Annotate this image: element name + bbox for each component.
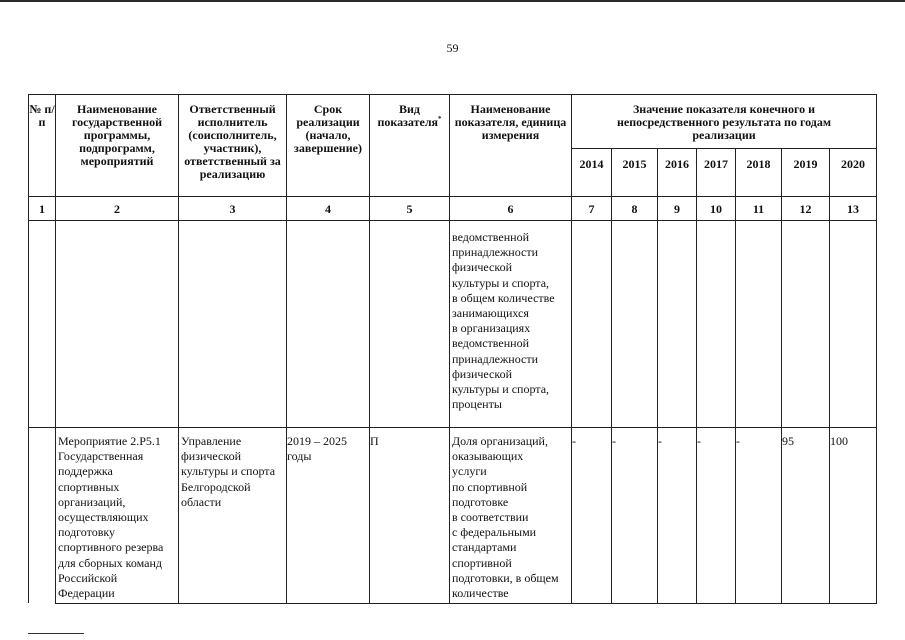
header-program: Наименование государственной программы, подпрограмм, мероприятий: [71, 102, 163, 168]
year-2017: 2017: [704, 157, 728, 171]
col-number: 4: [325, 202, 331, 216]
row2-value-2017: -: [697, 434, 701, 448]
row2-indicator: Доля организаций, оказывающих услуги по спортивной подготовке в соответствии с федеральными стандартами спортивной подготовки, в общем количестве: [452, 434, 559, 601]
col-number: 6: [507, 202, 514, 216]
header-num: № п/п: [29, 102, 55, 129]
header-values: Значение показателя конечного и непосредственного результата по годам реализации: [616, 102, 832, 142]
year-2020: 2020: [841, 157, 865, 171]
row2-value-2015: -: [612, 434, 616, 448]
col-number: 7: [588, 202, 595, 216]
row2-program: Мероприятие 2.Р5.1 Государственная поддержка спортивных организаций, осуществляющих подготовку спортивного резерва для сборных команд Российской Федерации: [58, 434, 164, 601]
header-indicator: Наименование показателя, единица измерения: [454, 102, 567, 142]
col-number: 3: [229, 202, 236, 216]
footnote-mark: *: [438, 115, 442, 123]
col-number: 9: [674, 202, 680, 216]
row2-executor: Управление физической культуры и спорта Белгородской области: [181, 434, 276, 509]
header-period: Срок реализации (начало, завершение): [294, 102, 362, 155]
row2-value-2014: -: [572, 434, 576, 448]
page-number: 59: [446, 41, 459, 55]
row1-indicator: ведомственной принадлежности физической культуры и спорта, в общем количестве занимающихся в организациях ведомственной принадлежности физической культуры и спорта, проценты: [452, 230, 555, 412]
row2-type: П: [370, 434, 379, 448]
col-number: 12: [799, 202, 812, 216]
row2-value-2019: 95: [782, 434, 794, 448]
footnote-separator: [28, 633, 84, 634]
col-number: 8: [631, 202, 638, 216]
row2-value-2016: -: [658, 434, 662, 448]
col-number: 10: [710, 202, 722, 216]
row2-value-2018: -: [736, 434, 740, 448]
col-number: 13: [847, 202, 859, 216]
col-number: 5: [406, 202, 413, 216]
scan-top-edge: [0, 0, 905, 2]
year-2014: 2014: [579, 157, 604, 171]
row2-period: 2019 – 2025 годы: [287, 434, 347, 464]
header-executor: Ответственный исполнитель (соисполнитель, участник), ответственный за реализацию: [184, 102, 281, 181]
year-2015: 2015: [622, 157, 647, 171]
header-type: Вид показателя*: [377, 102, 442, 129]
col-number: 1: [39, 202, 45, 216]
year-2016: 2016: [665, 157, 689, 171]
year-2019: 2019: [793, 157, 818, 171]
col-number: 2: [114, 202, 120, 216]
col-number: 11: [752, 202, 765, 216]
year-2018: 2018: [746, 157, 771, 171]
row2-value-2020: 100: [830, 434, 848, 448]
